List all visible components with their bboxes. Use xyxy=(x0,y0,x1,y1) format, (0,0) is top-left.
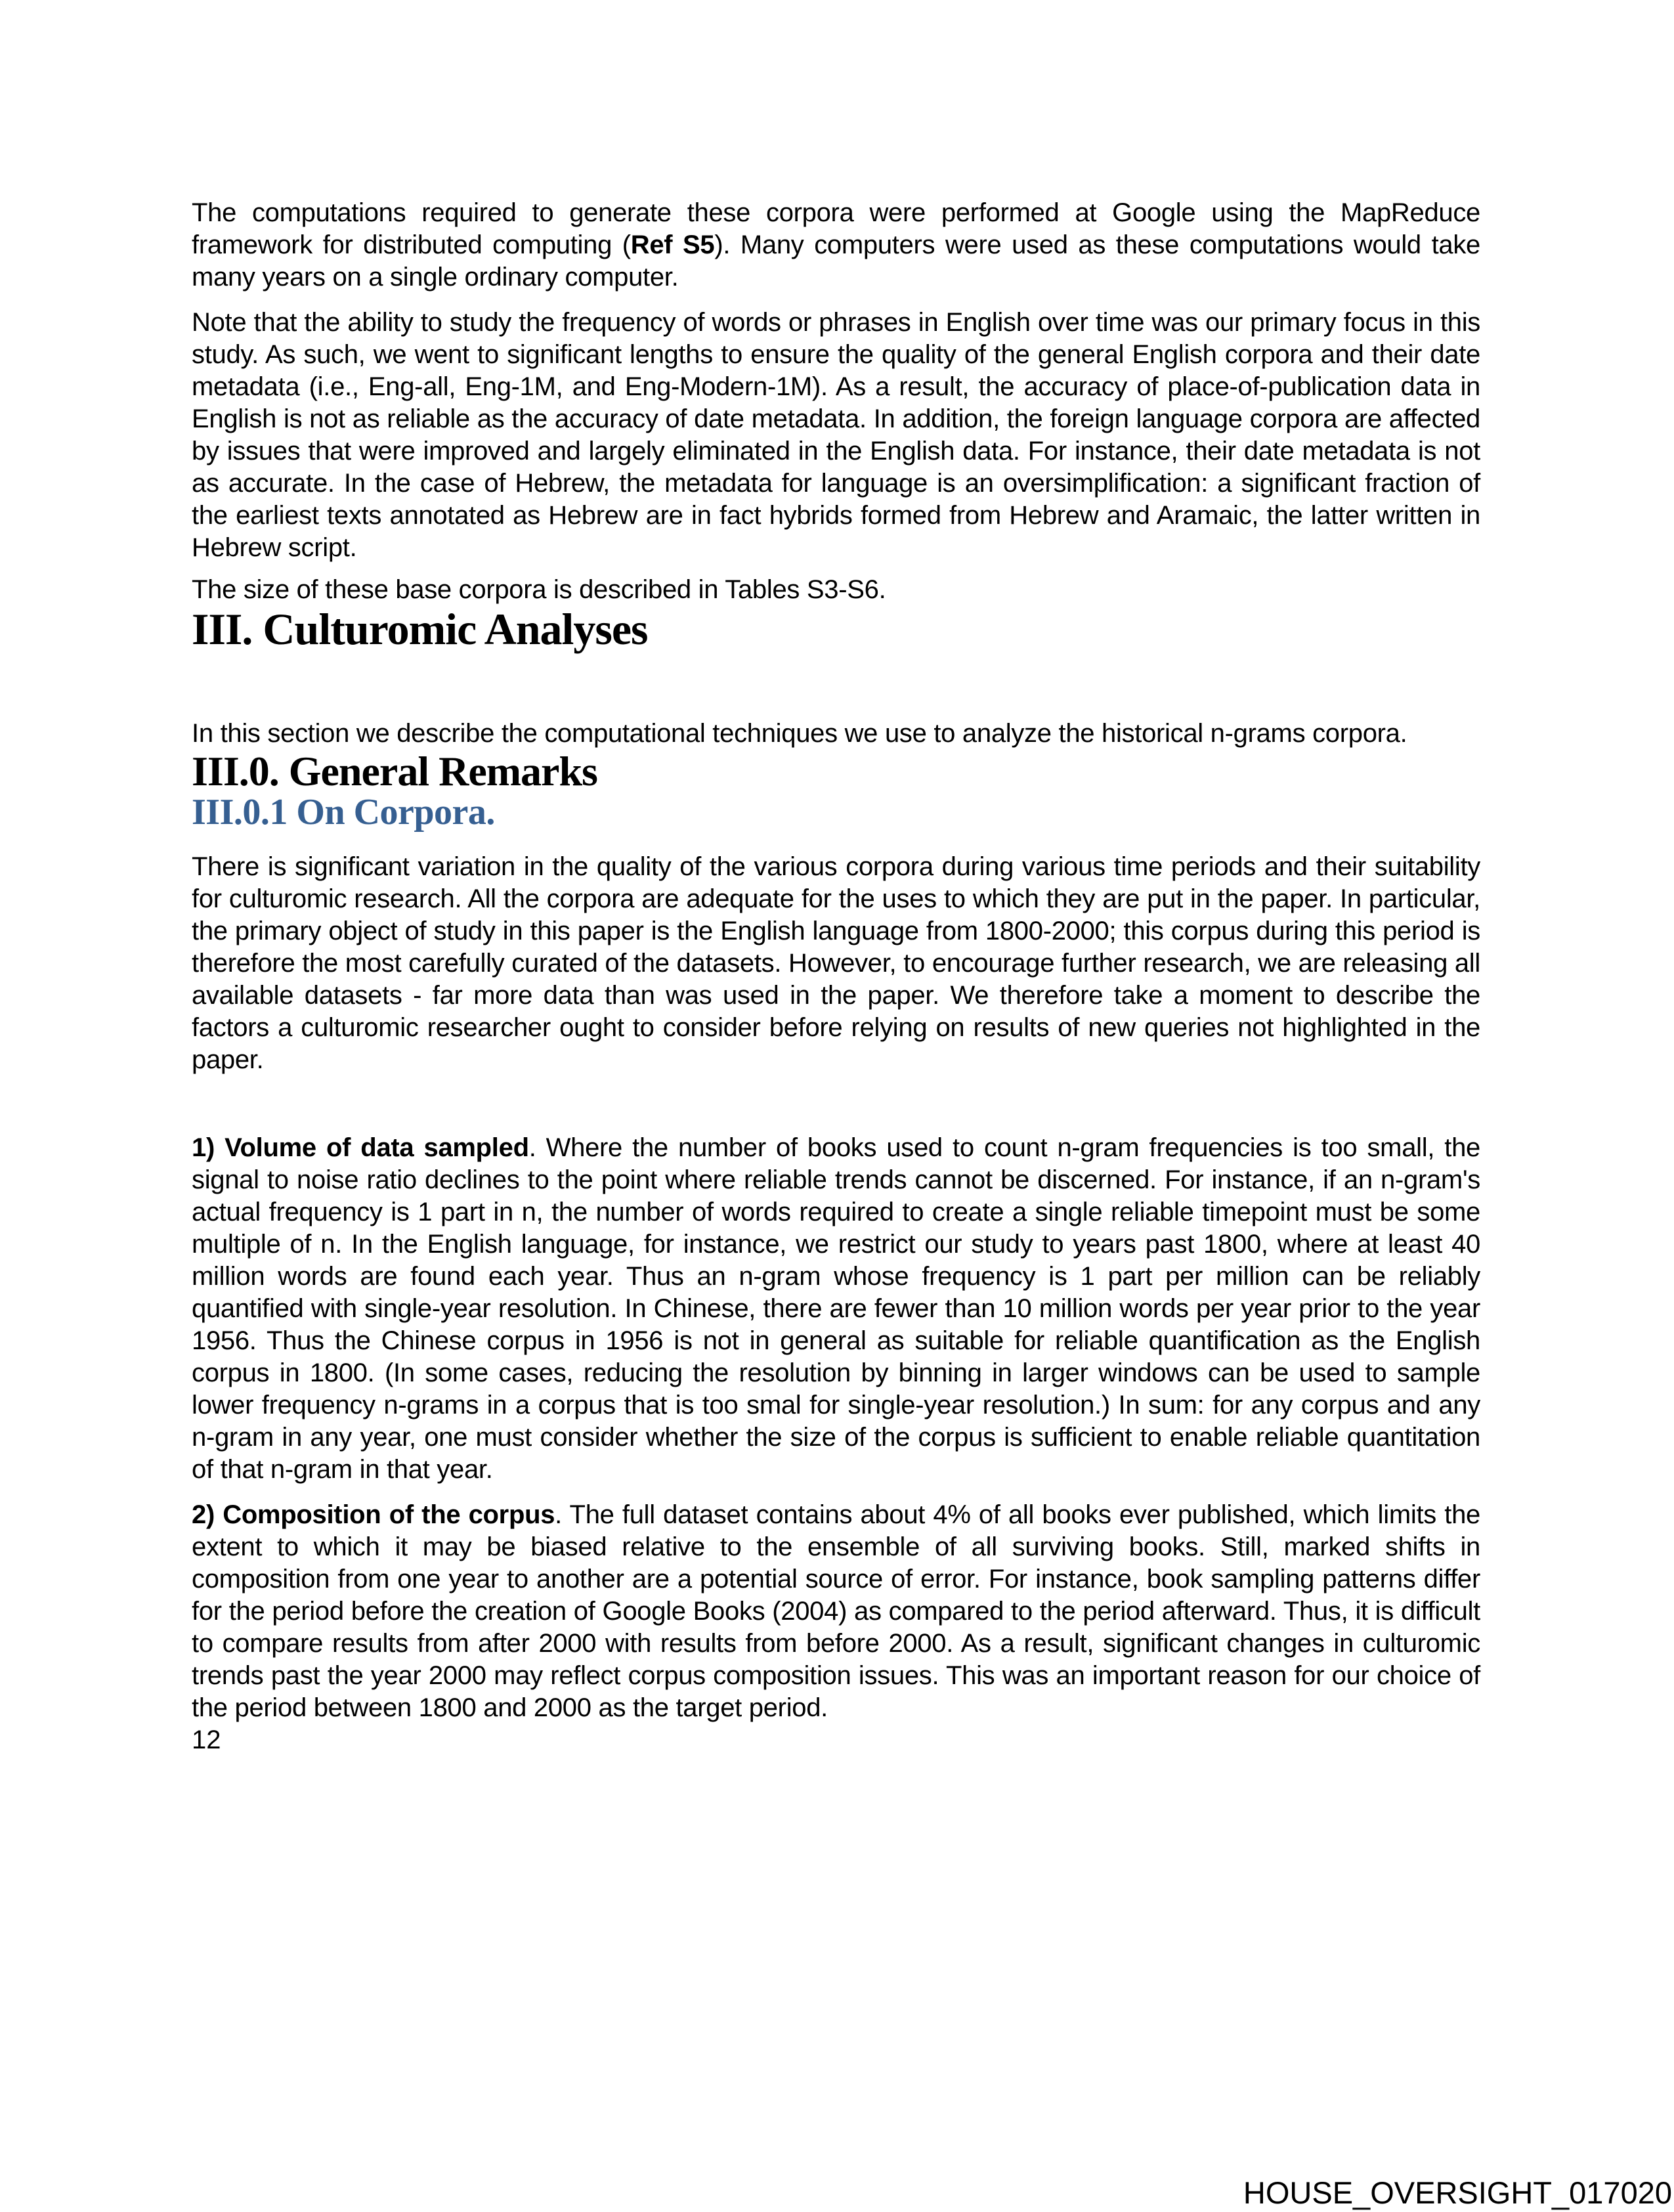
para-corpus-composition xyxy=(192,1499,1480,1724)
para-section-intro: In this section we describe the computational techniques we use to analyze the historical n-grams corpora. xyxy=(192,719,1407,748)
bold-text-run: Ref S5 xyxy=(630,230,715,259)
text-run: . The full dataset contains about 4% of all books ever published, which limits the extent to which it may be biased relative to the ensemble of all surviving books. Still, marked shifts in composition from one year to another are a potential source of error. For instance, book sampling patterns differ for the period before the creation of Google Books (2004) as compared to the period afterward. Thus, it is difficult to compare results from after 2000 with results from before 2000. As a result, significant changes in culturomic trends past the year 2000 may reflect corpus composition issues. This was an important reason for our choice of the period between 1800 and 2000 as the target period. xyxy=(192,1500,1480,1722)
para-date-metadata: Note that the ability to study the frequency of words or phrases in English over time was our primary focus in this study. As such, we went to significant lengths to ensure the quality of the general English corpora and their date metadata (i.e., Eng-all, Eng-1M, and Eng-Modern-1M). As a result, the accuracy of place-of-publication data in English is not as reliable as the accuracy of date metadata. In addition, the foreign language corpora are affected by issues that were improved and largely eliminated in the English data. For instance, their date metadata is not as accurate. In the case of Hebrew, the metadata for language is an oversimplification: a significant fraction of the earliest texts annotated as Hebrew are in fact hybrids formed from Hebrew and Aramaic, the latter written in Hebrew script. xyxy=(192,308,1480,562)
text-run: ). Many computers were used as these computations would take many years on a single ordinary computer. xyxy=(192,230,1480,292)
bold-text-run: 1) Volume of data sampled xyxy=(192,1133,529,1162)
para-corpus-size: The size of these base corpora is described in Tables S3-S6. xyxy=(192,575,886,604)
bold-text-run: 2) Composition of the corpus xyxy=(192,1500,555,1529)
section-heading-general-remarks: III.0. General Remarks xyxy=(192,748,597,794)
bates-stamp: HOUSE_OVERSIGHT_017020 xyxy=(1243,2175,1672,2210)
text-run: . Where the number of books used to count n-gram frequencies is too small, the signal to noise ratio declines to the point where reliable trends cannot be discerned. For instance, if an n-gram's actual frequency is 1 part in n, the number of words required to create a single reliable timepoint must be some multiple of n. In the English language, for instance, we restrict our study to years past 1800, where at least 40 million words are found each year. Thus an n-gram whose frequency is 1 part per million can be reliably quantified with single-year resolution. In Chinese, there are fewer than 10 million words per year prior to the year 1956. Thus the Chinese corpus in 1956 is not in general as suitable for reliable quantification as the English corpus in 1800. (In some cases, reducing the resolution by binning in larger windows can be used to sample lower frequency n-grams in a corpus that is too smal for single-year resolution.) In sum: for any corpus and any n-gram in any year, one must consider whether the size of the corpus is sufficient to enable reliable quantitation of that n-gram in that year. xyxy=(192,1133,1481,1484)
para-volume-of-data xyxy=(192,1132,1480,1486)
page-content xyxy=(192,0,1480,1756)
section-heading-culturomic-analyses: III. Culturomic Analyses xyxy=(192,604,648,654)
para-mapreduce xyxy=(192,197,1480,293)
page-number: 12 xyxy=(192,1725,221,1754)
text-run: The computations required to generate these corpora were performed at Google using the MapReduce framework for distributed computing ( xyxy=(192,198,1480,259)
subsection-heading-on-corpora: III.0.1 On Corpora. xyxy=(192,792,495,833)
para-corpora-quality: There is significant variation in the quality of the various corpora during various time periods and their suitability for culturomic research. All the corpora are adequate for the uses to which they are put in the paper. In particular, the primary object of study in this paper is the English language from 1800-2000; this corpus during this period is therefore the most carefully curated of the datasets. However, to encourage further research, we are releasing all available datasets - far more data than was used in the paper. We therefore take a moment to describe the factors a culturomic researcher ought to consider before relying on results of new queries not highlighted in the paper. xyxy=(192,852,1480,1074)
